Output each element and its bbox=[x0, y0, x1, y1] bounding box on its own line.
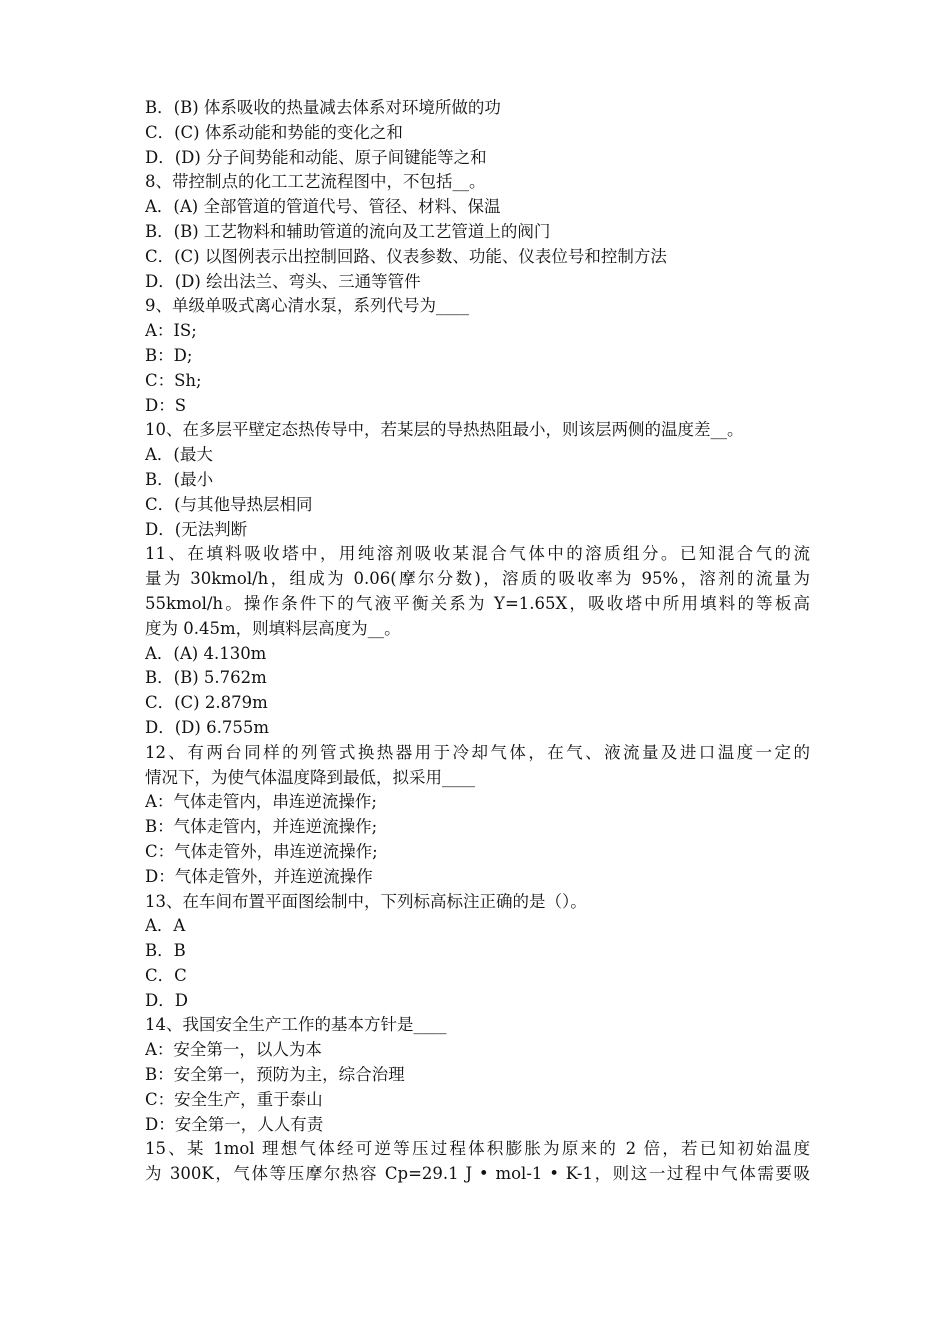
q12-option-d: D：气体走管外，并连逆流操作 bbox=[145, 866, 373, 886]
q9-option-b: B：D; bbox=[145, 345, 193, 365]
q10-option-c: C．(与其他导热层相同 bbox=[145, 494, 313, 514]
q14-option-c: C：安全生产，重于泰山 bbox=[145, 1089, 323, 1109]
q14-option-a: A：安全第一，以人为本 bbox=[145, 1040, 322, 1060]
q12-option-c: C：气体走管外，串连逆流操作; bbox=[145, 841, 378, 861]
q12-option-a: A：气体走管内，串连逆流操作; bbox=[145, 792, 377, 812]
q10-option-a: A．(最大 bbox=[145, 445, 213, 465]
q13-option-b: B．B bbox=[145, 941, 186, 961]
q14-option-b: B：安全第一，预防为主，综合治理 bbox=[145, 1065, 405, 1085]
q12-stem bbox=[145, 741, 810, 791]
q7-option-b: B．(B) 体系吸收的热量减去体系对环境所做的功 bbox=[145, 98, 501, 117]
q11-option-a: A．(A) 4.130m bbox=[145, 643, 267, 663]
document-page bbox=[145, 96, 810, 1187]
q10-stem: 10、在多层平壁定态热传导中，若某层的导热热阻最小，则该层两侧的温度差__。 bbox=[145, 420, 744, 440]
q11-stem-line: 度为 0.45m，则填料层高度为__。 bbox=[145, 618, 401, 638]
q8-option-a: A．(A) 全部管道的管道代号、管径、材料、保温 bbox=[145, 197, 501, 217]
q12-stem-line: 情况下，为使气体温度降到最低，拟采用____ bbox=[145, 767, 475, 787]
q8-option-b: B．(B) 工艺物料和辅助管道的流向及工艺管道上的阀门 bbox=[145, 221, 551, 241]
q14-stem: 14、我国安全生产工作的基本方针是____ bbox=[145, 1015, 447, 1035]
q13-stem: 13、在车间布置平面图绘制中，下列标高标注正确的是（）。 bbox=[145, 891, 587, 911]
q7-option-d: D．(D) 分子间势能和动能、原子间键能等之和 bbox=[145, 147, 487, 167]
q7-option-c: C．(C) 体系动能和势能的变化之和 bbox=[145, 122, 403, 142]
q11-stem-line: 55kmol/h。操作条件下的气液平衡关系为 Y=1.65X，吸收塔中所用填料的等板高 bbox=[145, 593, 810, 613]
q13-option-c: C．C bbox=[145, 965, 187, 985]
q11-stem-line: 量为 30kmol/h，组成为 0.06(摩尔分数)，溶质的吸收率为 95%，溶剂的流量为 bbox=[145, 569, 810, 589]
q8-option-c: C．(C) 以图例表示出控制回路、仪表参数、功能、仪表位号和控制方法 bbox=[145, 246, 667, 266]
q10-option-b: B．(最小 bbox=[145, 469, 214, 489]
q15-stem bbox=[145, 1137, 810, 1187]
q9-option-d: D：S bbox=[145, 395, 187, 415]
q13-option-d: D．D bbox=[145, 990, 188, 1010]
q10-option-d: D．(无法判断 bbox=[145, 519, 248, 539]
q11-option-d: D．(D) 6.755m bbox=[145, 717, 269, 737]
q14-option-d: D：安全第一，人人有责 bbox=[145, 1114, 324, 1134]
q13-option-a: A．A bbox=[145, 916, 186, 936]
q8-option-d: D．(D) 绘出法兰、弯头、三通等管件 bbox=[145, 271, 421, 291]
q12-stem-line: 12、有两台同样的列管式换热器用于冷却气体，在气、液流量及进口温度一定的 bbox=[145, 742, 810, 762]
q11-option-b: B．(B) 5.762m bbox=[145, 668, 267, 688]
q11-stem bbox=[145, 542, 810, 641]
q12-option-b: B：气体走管内，并连逆流操作; bbox=[145, 817, 378, 837]
q11-option-c: C．(C) 2.879m bbox=[145, 693, 268, 713]
q9-option-c: C：Sh; bbox=[145, 370, 202, 390]
q15-stem-line: 15、某 1mol 理想气体经可逆等压过程体积膨胀为原来的 2 倍，若已知初始温度 bbox=[145, 1139, 810, 1159]
q9-option-a: A：IS; bbox=[145, 321, 197, 341]
q11-stem-line: 11、在填料吸收塔中，用纯溶剂吸收某混合气体中的溶质组分。已知混合气的流 bbox=[145, 544, 810, 564]
q9-stem: 9、单级单吸式离心清水泵，系列代号为____ bbox=[145, 296, 469, 316]
q8-stem: 8、带控制点的化工工艺流程图中，不包括__。 bbox=[145, 172, 486, 192]
q15-stem-line: 为 300K，气体等压摩尔热容 Cp=29.1 J • mol-1 • K-1，则这一过程中气体需要吸 bbox=[145, 1164, 810, 1184]
